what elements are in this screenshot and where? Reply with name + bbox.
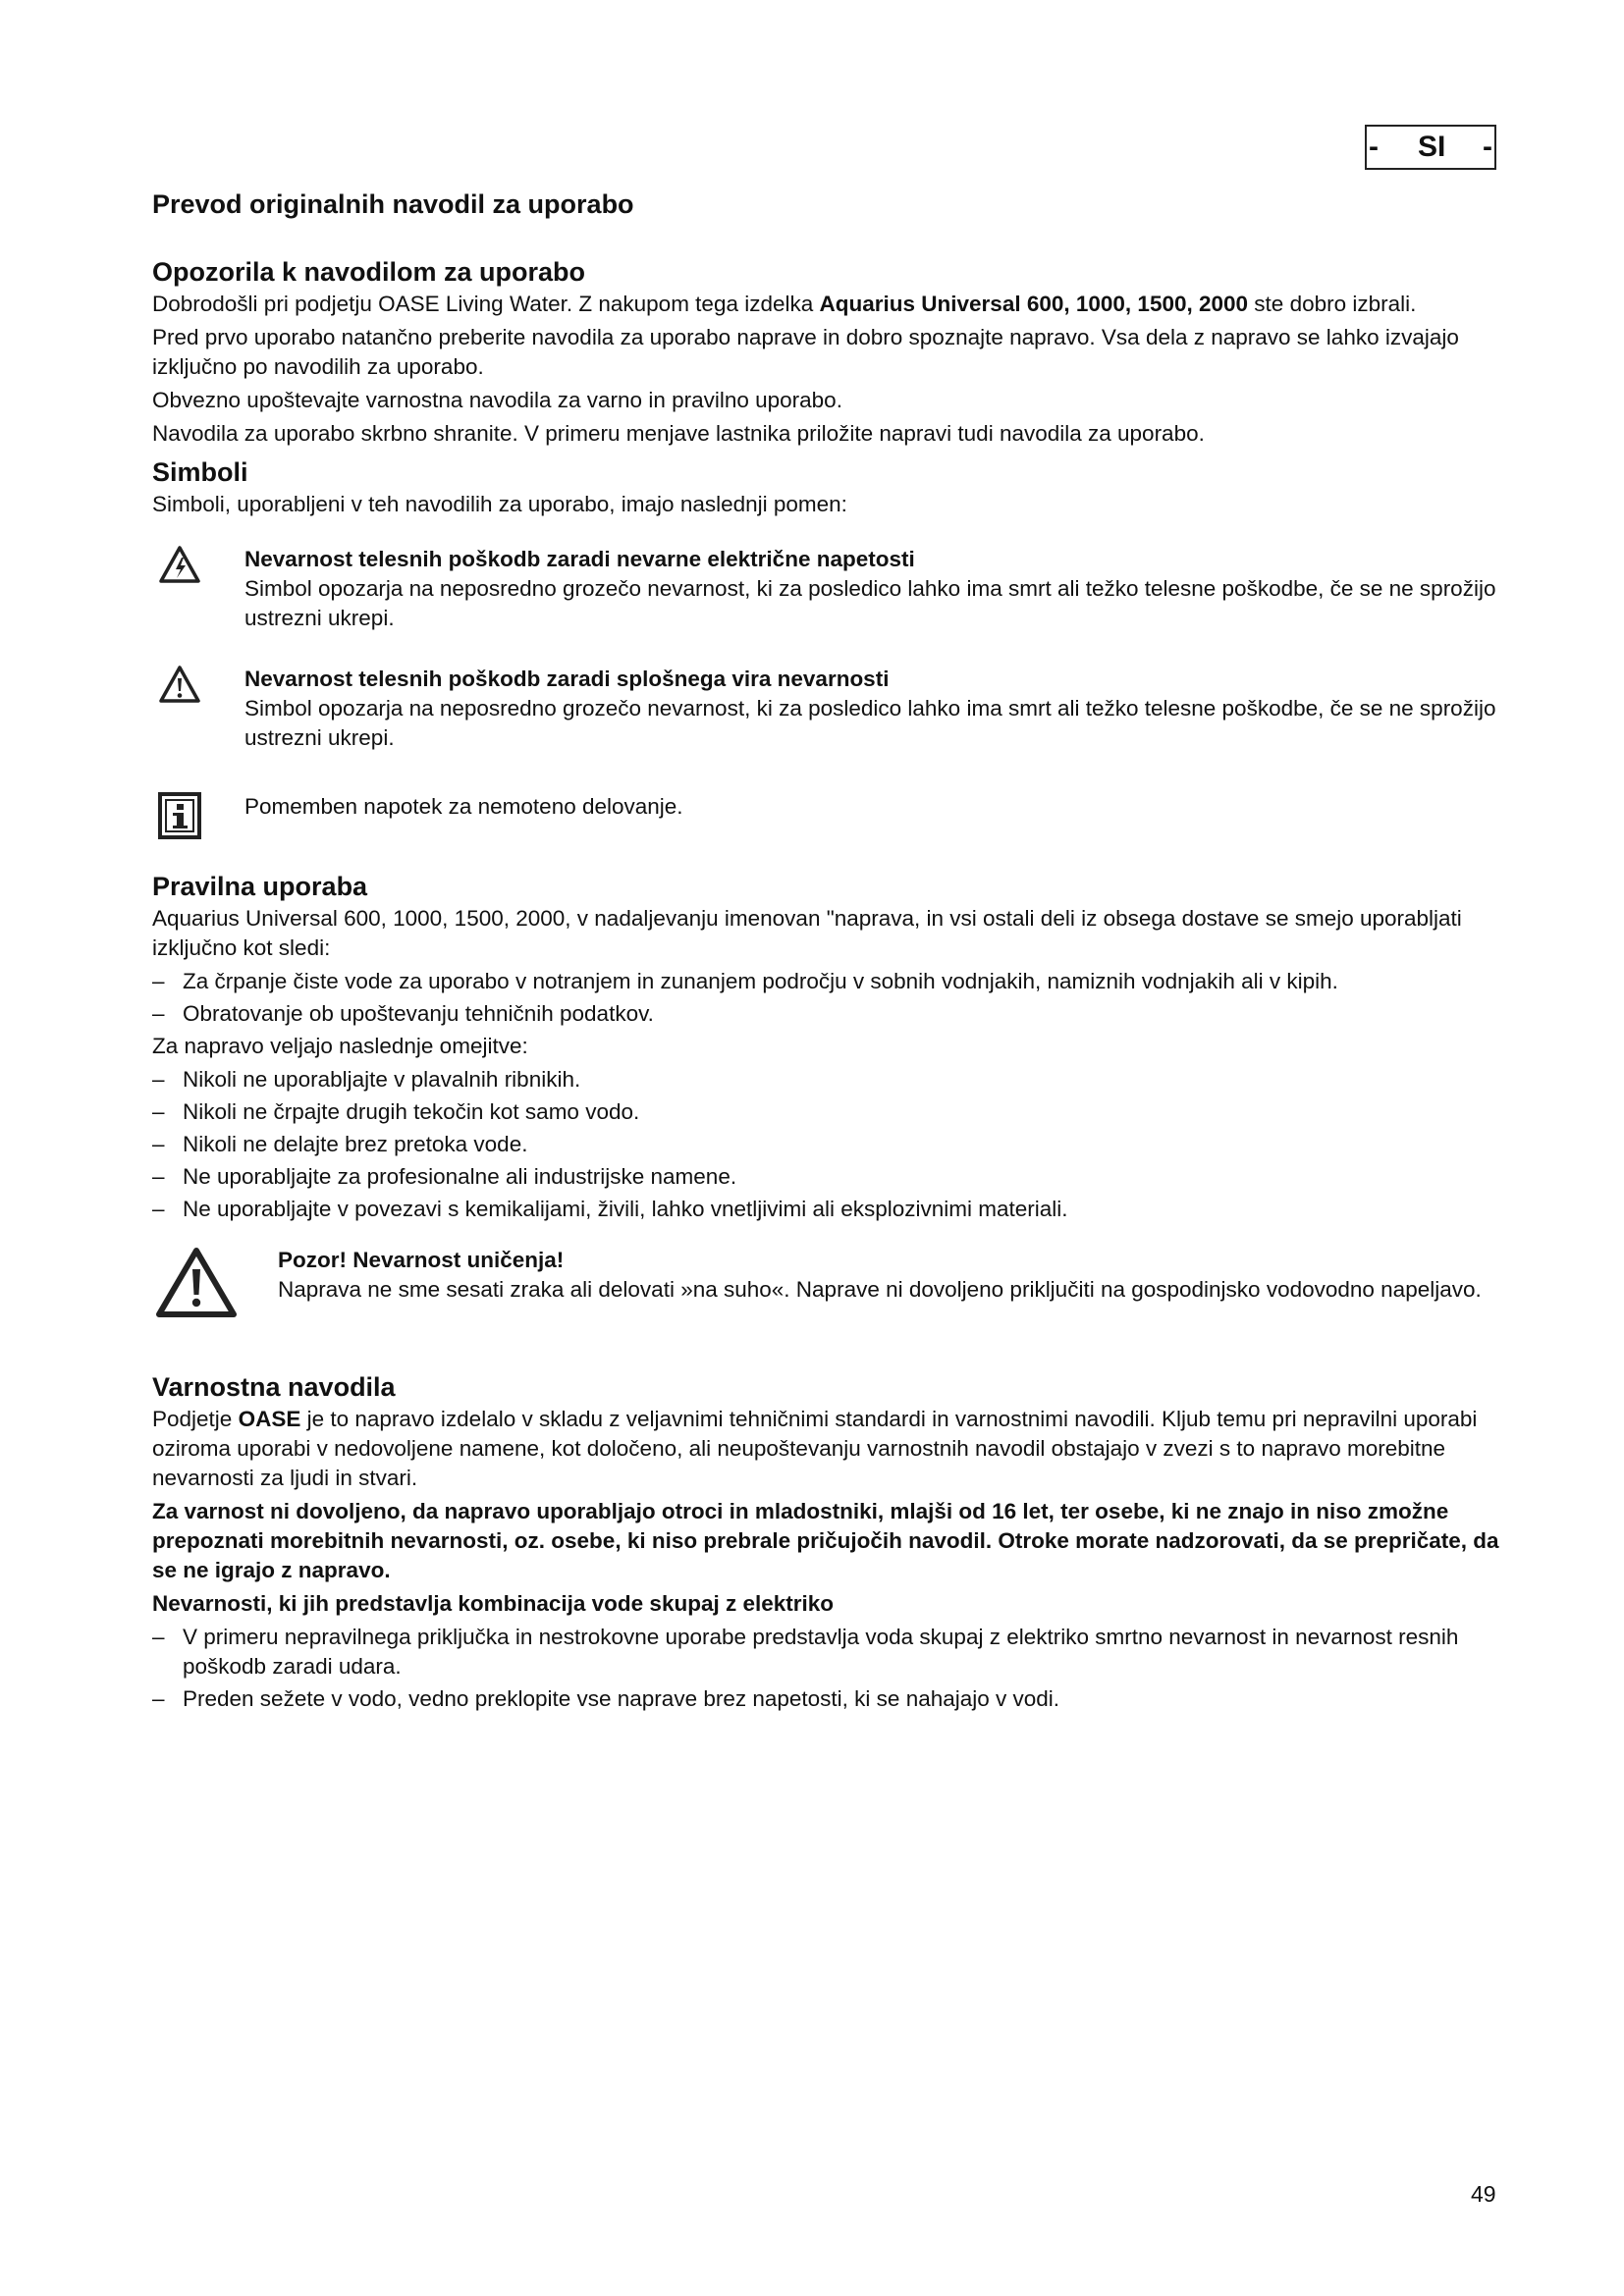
list-item <box>152 1130 1502 1159</box>
notes-heading: Opozorila k navodilom za uporabo <box>152 257 586 287</box>
list-item <box>152 1684 1502 1714</box>
symbol-general-description: Simbol opozarja na neposredno grozečo nevarnost, ki za posledico lahko ima smrt ali težko telesne poškodbe, če se ne sprožijo ustrezni ukrepi. <box>244 696 1496 750</box>
usage-allowed-list <box>152 967 1502 1029</box>
dash-bullet: – <box>152 969 165 993</box>
symbols-heading: Simboli <box>152 457 248 487</box>
dash-bullet: – <box>152 1197 165 1221</box>
dash-bullet: – <box>152 1067 165 1092</box>
usage-heading: Pravilna uporaba <box>152 872 368 901</box>
symbol-general-title: Nevarnost telesnih poškodb zaradi splošnega vira nevarnosti <box>244 667 890 691</box>
restriction-5: Ne uporabljajte v povezavi s kemikalijami, živili, lahko vnetljivimi ali eksplozivnimi materiali. <box>183 1197 1068 1221</box>
safety-paragraph-1 <box>152 1405 1502 1493</box>
list-item <box>152 967 1502 996</box>
document-body <box>152 187 1502 1717</box>
list-item <box>152 999 1502 1029</box>
notes-paragraph-1 <box>152 290 1502 319</box>
dash-bullet: – <box>152 1164 165 1189</box>
safety-subheading: Nevarnosti, ki jih predstavlja kombinacija vode skupaj z elektriko <box>152 1591 835 1616</box>
notes-p1-text-c: ste dobro izbrali. <box>1248 292 1417 316</box>
symbol-electric-text <box>244 545 1502 633</box>
symbol-general <box>152 665 1502 753</box>
symbol-electric-description: Simbol opozarja na neposredno grozečo nevarnost, ki za posledico lahko ima smrt ali težko telesne poškodbe, če se ne sprožijo ustrezni ukrepi. <box>244 576 1496 630</box>
restrictions-intro: Za napravo veljajo naslednje omejitve: <box>152 1034 528 1058</box>
dash-bullet: – <box>152 1686 165 1711</box>
safety-p1-text-a: Podjetje <box>152 1407 239 1431</box>
safety-heading: Varnostna navodila <box>152 1372 396 1402</box>
safety-item-1: V primeru nepravilnega priključka in nestrokovne uporabe predstavlja voda skupaj z elektriko smrtno nevarnost in nevarnost resnih poškodb zaradi udara. <box>183 1625 1459 1679</box>
list-item <box>152 1097 1502 1127</box>
notes-paragraph-2: Pred prvo uporabo natančno preberite navodila za uporabo naprave in dobro spoznajte napravo. Vsa dela z napravo se lahko izvajajo izključno po navodilih za uporabo. <box>152 325 1459 379</box>
restriction-3: Nikoli ne delajte brez pretoka vode. <box>183 1132 528 1156</box>
safety-p1-text-c: je to napravo izdelalo v skladu z veljavnimi tehničnimi standardi in varnostnimi navodili. Kljub temu pri nepravilni uporabi oziroma uporabi v nedovoljene namene, kot določeno, ali neupoštevanju varnostnih navodil obstajajo v zvezi s to napravo morebitne nevarnosti za ljudi in stvari. <box>152 1407 1478 1490</box>
usage-allowed-2: Obratovanje ob upoštevanju tehničnih podatkov. <box>183 1001 654 1026</box>
usage-allowed-1: Za črpanje čiste vode za uporabo v notranjem in zunanjem področju v sobnih vodnjakih, namiznih vodnjakih ali v kipih. <box>183 969 1338 993</box>
safety-bold-warning: Za varnost ni dovoljeno, da napravo uporabljajo otroci in mladostniki, mlajši od 16 let, ter osebe, ki ne znajo in niso zmožne prepoznati morebitnih nevarnosti, oz. osebe, ki niso prebrale pričujočih navodil. Otroke morate nadzorovati, da se prepričate, da se ne igrajo z napravo. <box>152 1499 1499 1582</box>
notes-p1-text-a: Dobrodošli pri podjetju OASE Living Water. Z nakupom tega izdelka <box>152 292 820 316</box>
general-hazard-icon <box>158 665 209 712</box>
electric-hazard-icon <box>158 545 209 592</box>
document-title: Prevod originalnih navodil za uporabo <box>152 189 634 219</box>
caution-text <box>278 1246 1502 1305</box>
caution-warning-icon <box>154 1246 243 1328</box>
language-code: SI <box>1418 131 1446 163</box>
list-item <box>152 1623 1502 1682</box>
symbol-info-description: Pomemben napotek za nemoteno delovanje. <box>244 794 683 819</box>
info-icon <box>158 792 209 847</box>
usage-intro: Aquarius Universal 600, 1000, 1500, 2000, v nadaljevanju imenovan "naprava, in vsi ostali deli iz obsega dostave se smejo uporabljati izključno kot sledi: <box>152 906 1462 960</box>
notes-paragraph-3: Obvezno upoštevajte varnostna navodila za varno in pravilno uporabo. <box>152 388 842 412</box>
dash-bullet: – <box>152 1001 165 1026</box>
dash-bullet: – <box>152 1132 165 1156</box>
list-item <box>152 1195 1502 1224</box>
symbol-info-text <box>244 792 1502 822</box>
caution-block <box>152 1246 1502 1328</box>
safety-list <box>152 1623 1502 1714</box>
caution-description: Naprava ne sme sesati zraka ali delovati »na suho«. Naprave ni dovoljeno priključiti na gospodinjsko vodovodno napeljavo. <box>278 1277 1482 1302</box>
language-badge-right: - <box>1483 131 1492 163</box>
language-badge <box>1365 125 1496 170</box>
symbol-electric-title: Nevarnost telesnih poškodb zaradi nevarne električne napetosti <box>244 547 915 571</box>
restriction-4: Ne uporabljajte za profesionalne ali industrijske namene. <box>183 1164 737 1189</box>
list-item <box>152 1162 1502 1192</box>
page-number: 49 <box>1471 2181 1496 2207</box>
restriction-1: Nikoli ne uporabljajte v plavalnih ribnikih. <box>183 1067 581 1092</box>
symbol-general-text <box>244 665 1502 753</box>
dash-bullet: – <box>152 1625 165 1649</box>
dash-bullet: – <box>152 1099 165 1124</box>
symbol-info <box>152 792 1502 847</box>
restriction-2: Nikoli ne črpajte drugih tekočin kot samo vodo. <box>183 1099 640 1124</box>
restrictions-list <box>152 1065 1502 1224</box>
symbols-intro: Simboli, uporabljeni v teh navodilih za uporabo, imajo naslednji pomen: <box>152 492 847 516</box>
language-badge-left: - <box>1369 131 1379 163</box>
caution-title: Pozor! Nevarnost uničenja! <box>278 1248 565 1272</box>
symbol-electric <box>152 545 1502 633</box>
company-name: OASE <box>238 1407 301 1431</box>
notes-paragraph-4: Navodila za uporabo skrbno shranite. V primeru menjave lastnika priložite napravi tudi navodila za uporabo. <box>152 421 1205 446</box>
safety-item-2: Preden sežete v vodo, vedno preklopite vse naprave brez napetosti, ki se nahajajo v vodi. <box>183 1686 1060 1711</box>
product-name: Aquarius Universal 600, 1000, 1500, 2000 <box>819 292 1249 316</box>
list-item <box>152 1065 1502 1095</box>
